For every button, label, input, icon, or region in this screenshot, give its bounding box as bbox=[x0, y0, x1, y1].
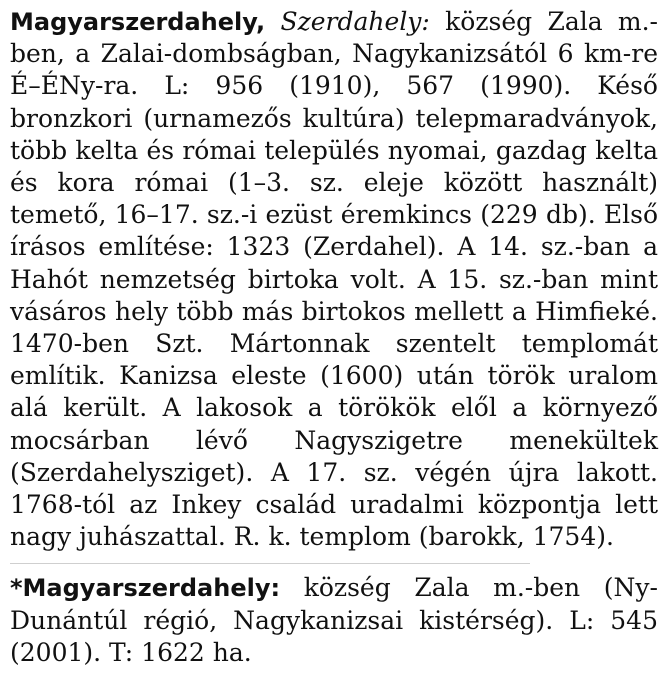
entry-divider bbox=[10, 563, 530, 564]
entry-magyarszerdahely bbox=[10, 6, 658, 553]
entry-magyarszerdahely-update bbox=[10, 572, 658, 669]
entry-variant-name: Szerdahely: bbox=[280, 7, 430, 36]
entry-body-text: község Zala m.-ben (Ny-Dunántúl régió, Nagykanizsai kistérség). L: 545 (2001). T: 1622 ha. bbox=[10, 573, 658, 667]
entry-headword: Magyarszerdahely, bbox=[10, 8, 266, 36]
encyclopedia-page bbox=[10, 6, 658, 669]
entry-headword: *Magyarszerdahely: bbox=[10, 574, 281, 603]
entry-body-text: község Zala m.-ben, a Zalai-dombságban, Nagykanizsától 6 km-re É–ÉNy-ra. L: 956 (1910), 567 (1990). Késő bronzkori (urnamezős kultúra) telepmaradványok, több kelta és római település nyomai, gazdag kelta és kora római (1–3. sz. eleje között használt) temető, 16–17. sz.-i ezüst éremkincs (229 db). Első írásos említése: 1323 (Zerdahel). A 14. sz.-ban a Hahót nemzetség birtoka volt. A 15. sz.-ban mint vásáros hely több más birtokos mellett a Himfieké. 1470-ben Szt. Mártonnak szentelt templomát említik. Kanizsa eleste (1600) után török uralom alá került. A lakosok a törökök elől a környező mocsárban lévő Nagyszigetre menekültek (Szerdahelysziget). A 17. sz. végén újra lakott. 1768-tól az Inkey család uradalmi központja lett nagy juhászattal. R. k. templom (barokk, 1754). bbox=[10, 7, 659, 552]
